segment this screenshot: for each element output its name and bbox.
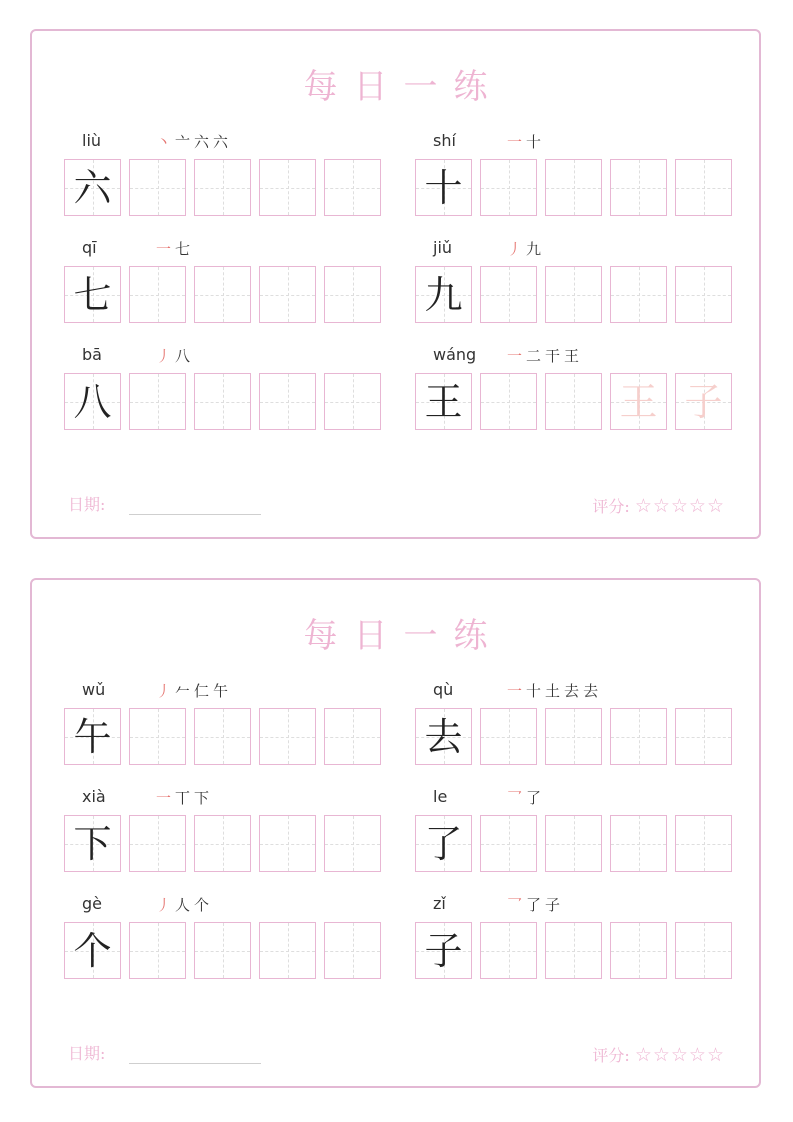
model-character: 个 (73, 928, 112, 973)
character-entry (415, 680, 735, 770)
character-entry (64, 238, 384, 328)
date-label: 日期: (68, 495, 106, 514)
stroke-step: 乛 (507, 896, 523, 914)
model-character-box (64, 159, 121, 216)
practice-box[interactable] (259, 815, 316, 872)
date-label: 日期: (68, 1044, 106, 1063)
model-character-box (415, 159, 472, 216)
stroke-step: 六 (213, 133, 229, 151)
practice-box[interactable] (480, 922, 537, 979)
practice-box[interactable] (610, 815, 667, 872)
writing-grid-row (64, 815, 389, 872)
stroke-step: 干 (545, 347, 561, 365)
stroke-step: 十 (526, 133, 542, 151)
practice-box[interactable] (324, 922, 381, 979)
practice-box[interactable] (480, 266, 537, 323)
practice-box[interactable] (545, 373, 602, 430)
model-character: 去 (424, 714, 463, 759)
model-character-box (64, 373, 121, 430)
practice-box[interactable] (194, 922, 251, 979)
practice-box[interactable] (675, 922, 732, 979)
practice-box[interactable] (194, 159, 251, 216)
character-entry (415, 131, 735, 221)
model-character: 下 (73, 821, 112, 866)
stroke-step: 个 (194, 896, 210, 914)
model-character: 午 (73, 714, 112, 759)
stroke-order (507, 787, 545, 808)
practice-box[interactable] (129, 922, 186, 979)
stroke-step: 十 (526, 682, 542, 700)
stroke-step: 丿 (156, 682, 172, 700)
star-rating[interactable]: ☆☆☆☆☆ (634, 1044, 725, 1066)
pinyin-label: qù (433, 680, 454, 699)
date-input-line[interactable] (129, 514, 261, 515)
practice-box[interactable] (675, 373, 732, 430)
practice-box[interactable] (545, 159, 602, 216)
stroke-step: 下 (194, 789, 210, 807)
model-character-box (415, 373, 472, 430)
stroke-step: 了 (526, 896, 542, 914)
practice-box[interactable] (480, 815, 537, 872)
pinyin-label: shí (433, 131, 456, 150)
practice-box[interactable] (545, 815, 602, 872)
practice-box[interactable] (324, 159, 381, 216)
stroke-step: 去 (564, 682, 580, 700)
score-label: 评分: (592, 497, 630, 516)
model-character: 王 (424, 379, 463, 424)
character-entry (64, 894, 384, 984)
pinyin-label: jiǔ (433, 238, 453, 257)
model-character: 七 (73, 272, 112, 317)
stroke-step: 丶 (156, 133, 172, 151)
character-entry (64, 680, 384, 770)
practice-box[interactable] (610, 373, 667, 430)
practice-box[interactable] (129, 815, 186, 872)
practice-box[interactable] (545, 708, 602, 765)
stroke-step: 七 (175, 240, 191, 258)
writing-grid-row (64, 159, 389, 216)
pinyin-label: wǔ (82, 680, 106, 699)
practice-box[interactable] (129, 266, 186, 323)
model-character-box (64, 266, 121, 323)
model-character-box (64, 922, 121, 979)
practice-box[interactable] (259, 159, 316, 216)
model-character: 了 (424, 821, 463, 866)
trace-character: 王 (619, 379, 658, 424)
stroke-order (156, 345, 194, 366)
stroke-order (156, 238, 194, 259)
pinyin-label: xià (82, 787, 106, 806)
pinyin-label: qī (82, 238, 97, 257)
score-area (592, 1043, 725, 1066)
stroke-step: 𠂉 (175, 682, 191, 700)
pinyin-label: zǐ (433, 894, 446, 913)
stroke-step: 一 (156, 240, 172, 258)
model-character-box (415, 708, 472, 765)
practice-box[interactable] (675, 159, 732, 216)
stroke-step: 八 (175, 347, 191, 365)
practice-box[interactable] (675, 815, 732, 872)
trace-character: 子 (684, 379, 723, 424)
practice-box[interactable] (675, 708, 732, 765)
model-character-box (64, 708, 121, 765)
character-entry (415, 345, 735, 435)
practice-box[interactable] (324, 373, 381, 430)
stroke-step: 一 (507, 347, 523, 365)
writing-grid-row (64, 266, 389, 323)
stroke-step: 乛 (507, 789, 523, 807)
model-character: 九 (424, 272, 463, 317)
writing-grid-row (415, 373, 740, 430)
practice-box[interactable] (545, 922, 602, 979)
writing-grid-row (415, 708, 740, 765)
pinyin-label: gè (82, 894, 102, 913)
practice-box[interactable] (480, 159, 537, 216)
writing-grid-row (415, 266, 740, 323)
stroke-step: 一 (507, 133, 523, 151)
stroke-step: 一 (156, 789, 172, 807)
model-character-box (64, 815, 121, 872)
stroke-step: 人 (175, 896, 191, 914)
practice-box[interactable] (194, 373, 251, 430)
writing-grid-row (415, 159, 740, 216)
practice-box[interactable] (194, 708, 251, 765)
stroke-step: 二 (526, 347, 542, 365)
stroke-step: 了 (526, 789, 542, 807)
practice-box[interactable] (259, 373, 316, 430)
practice-box[interactable] (324, 815, 381, 872)
stroke-step: 亠 (175, 133, 191, 151)
practice-box[interactable] (675, 266, 732, 323)
stroke-step: 去 (583, 682, 599, 700)
practice-box[interactable] (545, 266, 602, 323)
model-character-box (415, 266, 472, 323)
pinyin-label: wáng (433, 345, 477, 364)
card-title: 每日一练 (303, 67, 504, 107)
stroke-order (156, 131, 232, 152)
writing-grid-row (415, 815, 740, 872)
character-entry (64, 345, 384, 435)
pinyin-label: liù (82, 131, 102, 150)
practice-box[interactable] (610, 708, 667, 765)
character-entry (415, 894, 735, 984)
practice-box[interactable] (194, 815, 251, 872)
stroke-step: 仁 (194, 682, 210, 700)
model-character: 十 (424, 165, 463, 210)
practice-box[interactable] (259, 922, 316, 979)
model-character: 八 (73, 379, 112, 424)
stroke-step: 土 (545, 682, 561, 700)
practice-box[interactable] (610, 266, 667, 323)
stroke-step: 丅 (175, 789, 191, 807)
stroke-step: 丿 (507, 240, 523, 258)
score-area (592, 494, 725, 517)
stroke-step: 丿 (156, 347, 172, 365)
writing-grid-row (64, 708, 389, 765)
practice-box[interactable] (480, 708, 537, 765)
stroke-step: 王 (564, 347, 580, 365)
character-entry (415, 238, 735, 328)
practice-box[interactable] (610, 159, 667, 216)
practice-card-2 (30, 578, 761, 1088)
score-label: 评分: (592, 1046, 630, 1065)
character-entry (64, 787, 384, 877)
stroke-order (156, 894, 213, 915)
practice-box[interactable] (259, 708, 316, 765)
practice-box[interactable] (324, 708, 381, 765)
stroke-step: 子 (545, 896, 561, 914)
stroke-step: 九 (526, 240, 542, 258)
practice-box[interactable] (129, 708, 186, 765)
writing-grid-row (64, 373, 389, 430)
model-character-box (415, 815, 472, 872)
practice-box[interactable] (610, 922, 667, 979)
writing-grid-row (415, 922, 740, 979)
practice-box[interactable] (480, 373, 537, 430)
stroke-step: 丿 (156, 896, 172, 914)
practice-card-1 (30, 29, 761, 539)
practice-box[interactable] (194, 266, 251, 323)
card-title: 每日一练 (303, 616, 504, 656)
stroke-step: 午 (213, 682, 229, 700)
character-entry (64, 131, 384, 221)
star-rating[interactable]: ☆☆☆☆☆ (634, 495, 725, 517)
pinyin-label: le (433, 787, 448, 806)
practice-box[interactable] (259, 266, 316, 323)
pinyin-label: bā (82, 345, 102, 364)
stroke-order (156, 680, 232, 701)
practice-box[interactable] (129, 159, 186, 216)
model-character: 六 (73, 165, 112, 210)
stroke-order (156, 787, 213, 808)
date-input-line[interactable] (129, 1063, 261, 1064)
stroke-order (507, 345, 583, 366)
stroke-step: 一 (507, 682, 523, 700)
stroke-order (507, 894, 564, 915)
stroke-order (507, 238, 545, 259)
stroke-order (507, 680, 602, 701)
stroke-order (507, 131, 545, 152)
practice-box[interactable] (129, 373, 186, 430)
practice-box[interactable] (324, 266, 381, 323)
model-character: 子 (424, 928, 463, 973)
writing-grid-row (64, 922, 389, 979)
stroke-step: 六 (194, 133, 210, 151)
character-entry (415, 787, 735, 877)
model-character-box (415, 922, 472, 979)
